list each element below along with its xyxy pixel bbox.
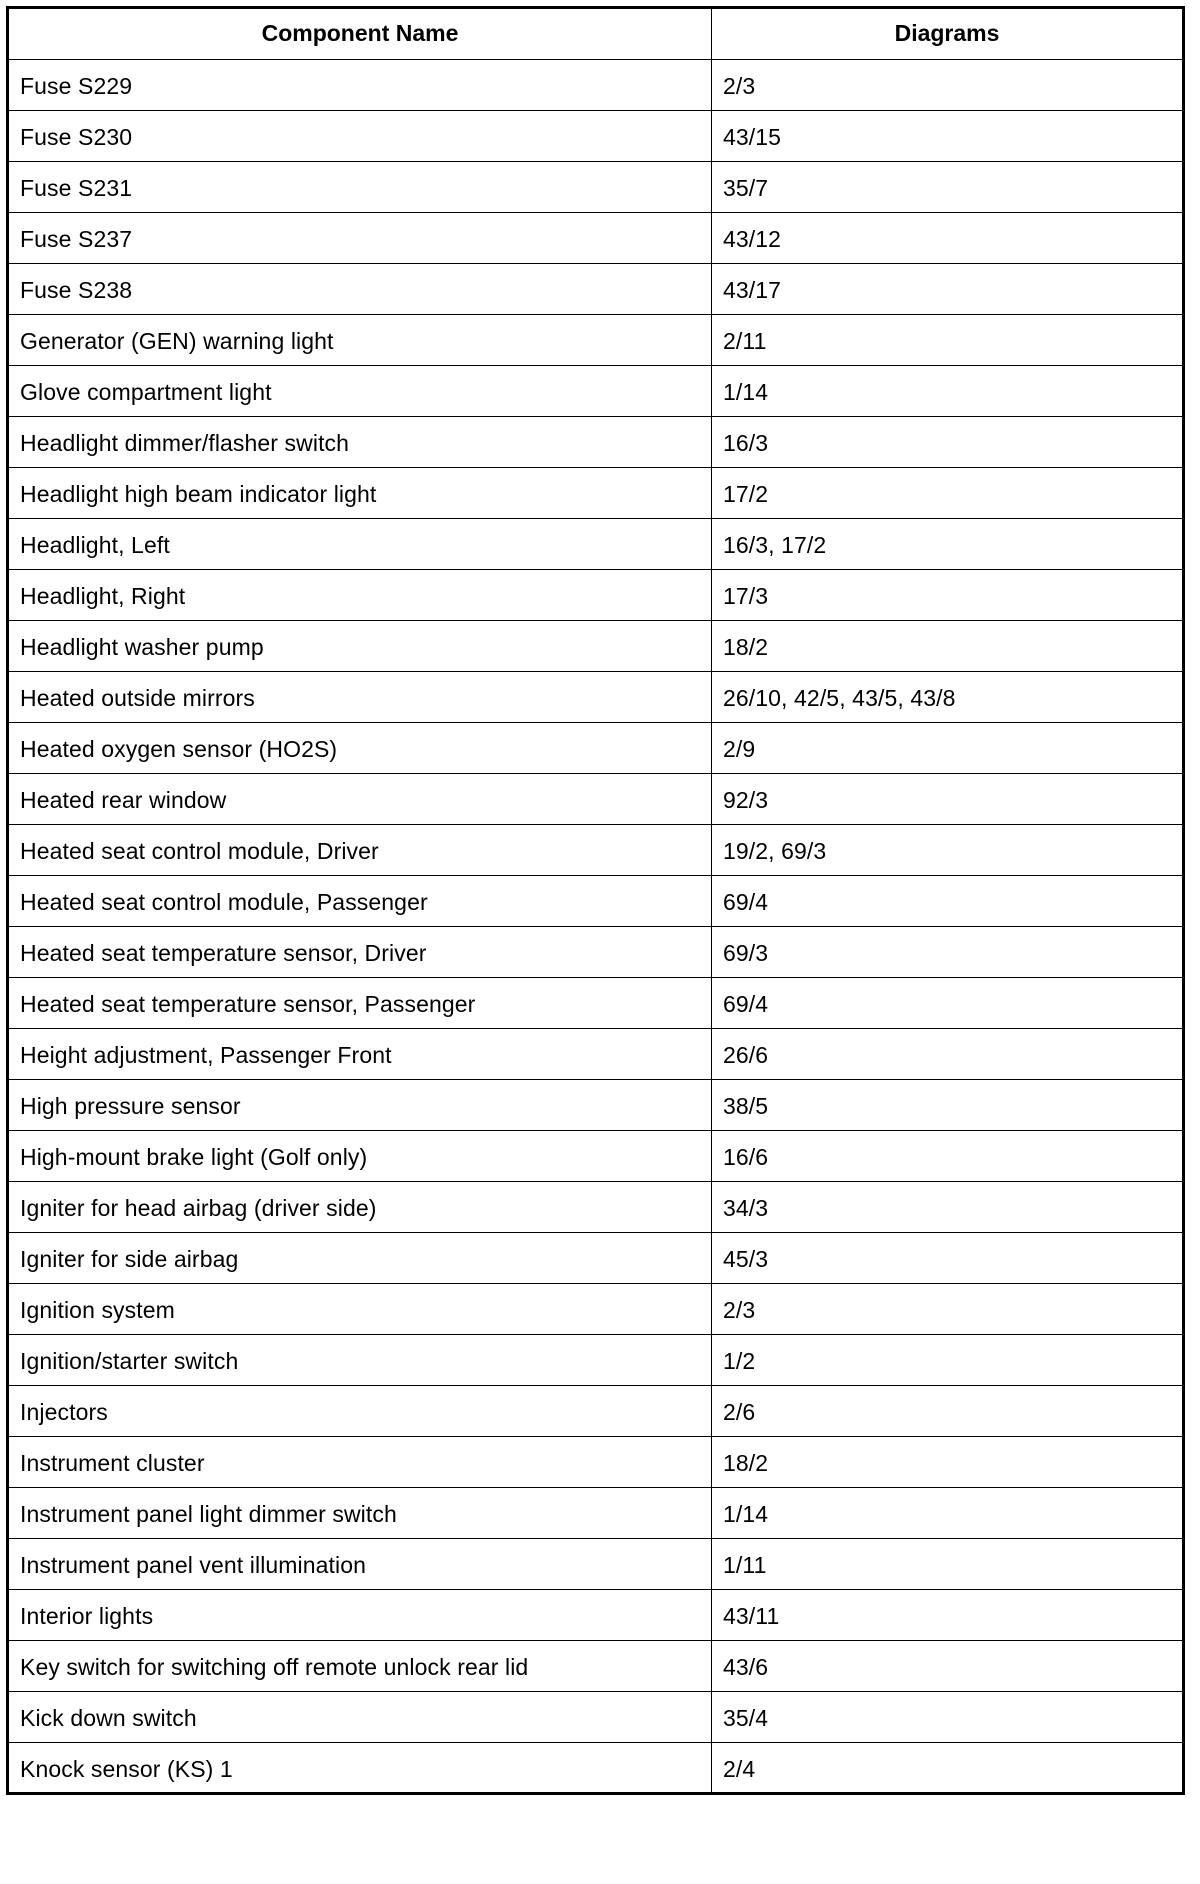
table-row (8, 927, 1184, 978)
diagrams-cell: 16/3, 17/2 (712, 519, 1184, 570)
table-row (8, 1692, 1184, 1743)
table-row (8, 1335, 1184, 1386)
diagrams-cell: 19/2, 69/3 (712, 825, 1184, 876)
diagrams-cell: 69/4 (712, 978, 1184, 1029)
component-name-cell: Headlight, Left (8, 519, 712, 570)
table-row (8, 1131, 1184, 1182)
component-name-cell: Knock sensor (KS) 1 (8, 1743, 712, 1794)
diagrams-cell: 2/9 (712, 723, 1184, 774)
table-header (8, 8, 1184, 60)
diagrams-cell: 1/2 (712, 1335, 1184, 1386)
table-row (8, 723, 1184, 774)
table-row (8, 876, 1184, 927)
diagrams-cell: 2/3 (712, 60, 1184, 111)
component-name-cell: Heated seat control module, Passenger (8, 876, 712, 927)
component-name-cell: Headlight high beam indicator light (8, 468, 712, 519)
table-row (8, 774, 1184, 825)
table-row (8, 1080, 1184, 1131)
table-row (8, 1539, 1184, 1590)
diagrams-cell: 18/2 (712, 1437, 1184, 1488)
table-row (8, 672, 1184, 723)
diagrams-cell: 43/17 (712, 264, 1184, 315)
component-name-cell: Headlight, Right (8, 570, 712, 621)
diagrams-cell: 2/4 (712, 1743, 1184, 1794)
table-row (8, 60, 1184, 111)
component-name-cell: Fuse S237 (8, 213, 712, 264)
table-row (8, 1743, 1184, 1794)
component-name-cell: Fuse S230 (8, 111, 712, 162)
table-row (8, 1437, 1184, 1488)
component-name-cell: Heated seat temperature sensor, Passenger (8, 978, 712, 1029)
diagrams-cell: 43/12 (712, 213, 1184, 264)
table-row (8, 264, 1184, 315)
table-row (8, 1182, 1184, 1233)
component-name-cell: Ignition system (8, 1284, 712, 1335)
component-name-cell: Ignition/starter switch (8, 1335, 712, 1386)
diagrams-cell: 34/3 (712, 1182, 1184, 1233)
diagrams-cell: 17/3 (712, 570, 1184, 621)
diagrams-cell: 35/7 (712, 162, 1184, 213)
header-row (8, 8, 1184, 60)
table-row (8, 978, 1184, 1029)
table-row (8, 1641, 1184, 1692)
component-name-cell: Height adjustment, Passenger Front (8, 1029, 712, 1080)
table-row (8, 213, 1184, 264)
table-row (8, 621, 1184, 672)
component-name-cell: Headlight dimmer/flasher switch (8, 417, 712, 468)
diagrams-cell: 1/14 (712, 1488, 1184, 1539)
table-row (8, 366, 1184, 417)
component-name-cell: Injectors (8, 1386, 712, 1437)
component-name-cell: Igniter for head airbag (driver side) (8, 1182, 712, 1233)
diagrams-cell: 16/6 (712, 1131, 1184, 1182)
diagrams-cell: 16/3 (712, 417, 1184, 468)
diagrams-cell: 26/10, 42/5, 43/5, 43/8 (712, 672, 1184, 723)
diagrams-cell: 43/15 (712, 111, 1184, 162)
table-body (8, 60, 1184, 1794)
component-name-cell: Instrument cluster (8, 1437, 712, 1488)
component-name-cell: Igniter for side airbag (8, 1233, 712, 1284)
component-name-cell: Fuse S238 (8, 264, 712, 315)
component-name-cell: High-mount brake light (Golf only) (8, 1131, 712, 1182)
component-name-cell: Instrument panel light dimmer switch (8, 1488, 712, 1539)
component-name-cell: Kick down switch (8, 1692, 712, 1743)
diagrams-cell: 69/4 (712, 876, 1184, 927)
diagrams-cell: 43/6 (712, 1641, 1184, 1692)
document-page (6, 6, 1182, 1878)
table-row (8, 315, 1184, 366)
diagrams-cell: 17/2 (712, 468, 1184, 519)
table-row (8, 1488, 1184, 1539)
table-row (8, 417, 1184, 468)
diagrams-cell: 43/11 (712, 1590, 1184, 1641)
component-name-cell: Heated outside mirrors (8, 672, 712, 723)
component-name-cell: Heated rear window (8, 774, 712, 825)
component-name-cell: Heated seat temperature sensor, Driver (8, 927, 712, 978)
table-row (8, 468, 1184, 519)
diagrams-cell: 69/3 (712, 927, 1184, 978)
diagrams-cell: 35/4 (712, 1692, 1184, 1743)
diagrams-cell: 18/2 (712, 621, 1184, 672)
component-name-cell: Interior lights (8, 1590, 712, 1641)
table-row (8, 111, 1184, 162)
table-row (8, 1284, 1184, 1335)
diagrams-cell: 2/6 (712, 1386, 1184, 1437)
diagrams-cell: 26/6 (712, 1029, 1184, 1080)
component-name-cell: Fuse S231 (8, 162, 712, 213)
component-name-cell: Headlight washer pump (8, 621, 712, 672)
table-row (8, 1029, 1184, 1080)
table-row (8, 1590, 1184, 1641)
table-row (8, 1386, 1184, 1437)
table-row (8, 570, 1184, 621)
table-row (8, 825, 1184, 876)
component-name-cell: Fuse S229 (8, 60, 712, 111)
diagrams-cell: 92/3 (712, 774, 1184, 825)
table-row (8, 162, 1184, 213)
component-name-cell: Generator (GEN) warning light (8, 315, 712, 366)
component-name-cell: Key switch for switching off remote unlock rear lid (8, 1641, 712, 1692)
diagrams-cell: 1/11 (712, 1539, 1184, 1590)
diagrams-cell: 38/5 (712, 1080, 1184, 1131)
component-name-cell: Instrument panel vent illumination (8, 1539, 712, 1590)
component-name-cell: High pressure sensor (8, 1080, 712, 1131)
component-name-cell: Glove compartment light (8, 366, 712, 417)
diagrams-cell: 2/11 (712, 315, 1184, 366)
diagrams-cell: 1/14 (712, 366, 1184, 417)
table-row (8, 1233, 1184, 1284)
component-name-cell: Heated oxygen sensor (HO2S) (8, 723, 712, 774)
component-index-table (6, 6, 1185, 1795)
component-name-cell: Heated seat control module, Driver (8, 825, 712, 876)
diagrams-cell: 2/3 (712, 1284, 1184, 1335)
table-row (8, 519, 1184, 570)
header-diagrams: Diagrams (712, 8, 1184, 60)
diagrams-cell: 45/3 (712, 1233, 1184, 1284)
header-component-name: Component Name (8, 8, 712, 60)
